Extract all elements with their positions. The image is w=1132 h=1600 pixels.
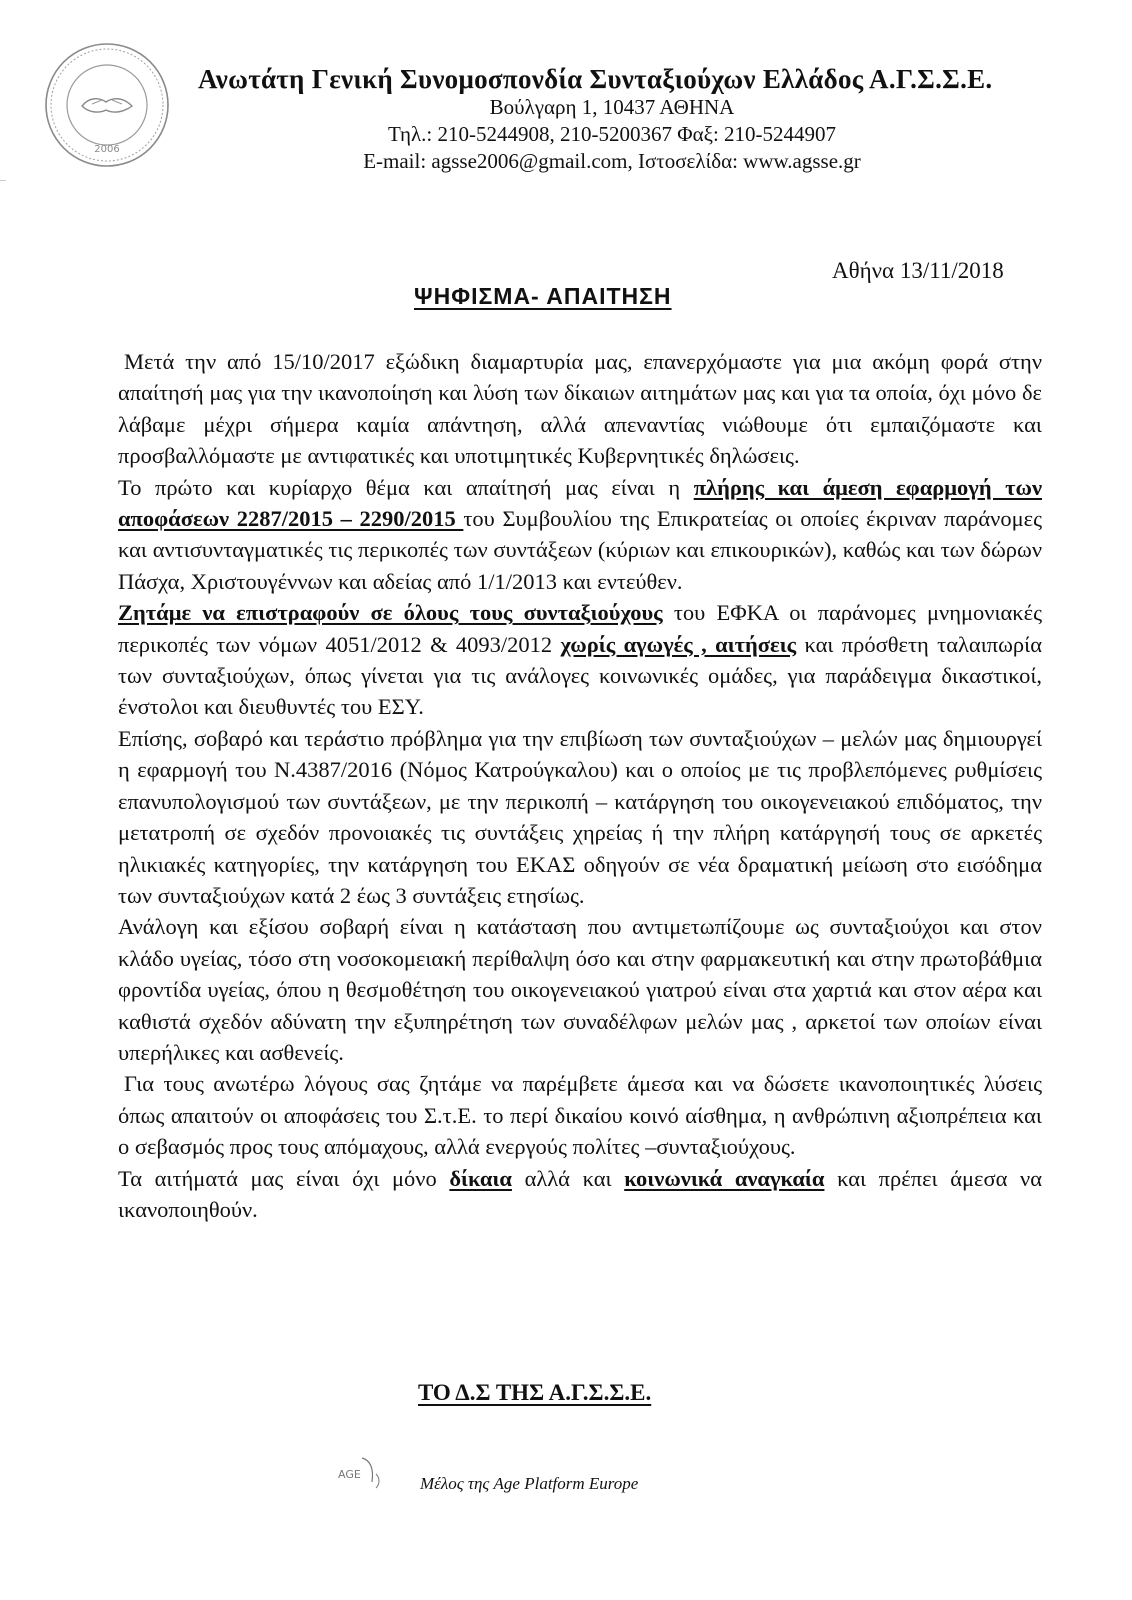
age-platform-logo	[336, 1452, 396, 1492]
svg-text:AGE: AGE	[338, 1468, 361, 1481]
paragraph-6: Για τους ανωτέρω λόγους σας ζητάμε να παρέμβετε άμεσα και να δώσετε ικανοποιητικές λύσεις όπως απαιτούν οι αποφάσεις του Σ.τ.Ε. το περί δικαίου κοινό αίσθημα, η ανθρώπινη αξιοπρέπεια και ο σεβασμός προς τους απόμαχους, αλλά ενεργούς πολίτες –συνταξιούχους.	[118, 1071, 1042, 1160]
paragraph-2	[118, 472, 1042, 598]
document-body	[118, 346, 1042, 1225]
organization-name: Ανωτάτη Γενική Συνομοσπονδία Συνταξιούχων Ελλάδος Α.Γ.Σ.Σ.Ε.	[198, 64, 993, 94]
paragraph-7-emphasis-2: κοινωνικά αναγκαία	[624, 1165, 825, 1191]
paragraph-2-rest: του Συμβουλίου της Επικρατείας οι οποίες έκριναν παράνομες και αντισυνταγματικές τις περικοπές των συντάξεων (κύριων και επικουρικών), καθώς και των δώρων Πάσχα, Χριστουγέννων και αδείας από 1/1/2013 και εντεύθεν.	[118, 506, 1042, 594]
paragraph-7-rest: και πρέπει άμεσα να ικανοποιηθούν.	[118, 1165, 1042, 1222]
paragraph-7-emphasis: δίκαια	[449, 1165, 512, 1191]
paragraph-2-intro: Το πρώτο και κυρίαρχο θέμα και απαίτησή μας είναι η	[118, 474, 694, 500]
membership-note: Μέλος της Age Platform Europe	[420, 1474, 639, 1493]
scan-edge-mark	[0, 180, 6, 181]
svg-text:2006: 2006	[94, 144, 120, 155]
paragraph-3-middle: του ΕΦΚΑ οι παράνομες μνημονιακές περικοπές των νόμων 4051/2012 & 4093/2012	[118, 600, 1042, 657]
paragraph-1: Μετά την από 15/10/2017 εξώδικη διαμαρτυρία μας, επανερχόμαστε για μια ακόμη φορά στην απαίτησή μας για την ικανοποίηση και λύση των δίκαιων αιτημάτων μας και για τα οποία, όχι μόνο δε λάβαμε μέχρι σήμερα καμία απάντηση, αλλά απεναντίας νιώθουμε ότι εμπαιζόμαστε και προσβαλλόμαστε με αντιφατικές και υποτιμητικές Κυβερνητικές δηλώσεις.	[118, 349, 1042, 469]
organization-address: Βούλγαρη 1, 10437 ΑΘΗΝΑ	[489, 95, 735, 119]
paragraph-5: Ανάλογη και εξίσου σοβαρή είναι η κατάσταση που αντιμετωπίζουμε ως συνταξιούχοι και στον κλάδο υγείας, τόσο στη νοσοκομειακή περίθαλψη όσο και στην φαρμακευτική και στην πρωτοβάθμια φροντίδα υγείας, όπου η θεσμοθέτηση του οικογενειακού γιατρού είναι στα χαρτιά και στον αέρα και καθιστά σχεδόν αδύνατη την εξυπηρέτηση των συναδέλφων μελών μας , αρκετοί των οποίων είναι υπερήλικες και ασθενείς.	[118, 914, 1042, 1065]
document-date: Αθήνα 13/11/2018	[832, 258, 1004, 283]
paragraph-2-emphasis: πλήρης και άμεση εφαρμογή των αποφάσεων 2287/2015 – 2290/2015	[118, 474, 1042, 532]
paragraph-3-emphasis-2: χωρίς αγωγές , αιτήσεις	[560, 631, 797, 657]
organization-phones: Τηλ.: 210-5244908, 210-5200367 Φαξ: 210-5244907	[387, 122, 837, 146]
paragraph-3-rest: και πρόσθετη ταλαιπωρία των συνταξιούχων, όπως γίνεται για τις ανάλογες κοινωνικές ομάδες, για παράδειγμα δικαστικοί, ένστολοι και διευθυντές του ΕΣΥ.	[118, 631, 1042, 720]
paragraph-7-middle: αλλά και	[511, 1165, 625, 1191]
paragraph-7-intro: Τα αιτήματά μας είναι όχι μόνο	[118, 1165, 450, 1191]
paragraph-3-emphasis: Ζητάμε να επιστραφούν σε όλους τους συνταξιούχους	[118, 600, 663, 626]
letterhead	[192, 64, 1032, 175]
organization-seal-logo	[42, 40, 172, 170]
paragraph-3	[118, 597, 1042, 723]
document-title: ΨΗΦΙΣΜΑ- ΑΠΑΙΤΗΣΗ	[414, 283, 672, 309]
signature-line: ΤΟ Δ.Σ ΤΗΣ Α.Γ.Σ.Σ.Ε.	[418, 1380, 652, 1405]
paragraph-4: Επίσης, σοβαρό και τεράστιο πρόβλημα για την επιβίωση των συνταξιούχων – μελών μας δημιουργεί η εφαρμογή του Ν.4387/2016 (Νόμος Κατρούγκαλου) και ο οποίος με τις προβλεπόμενες ρυθμίσεις επανυπολογισμού των συντάξεων, με την περικοπή – κατάργηση του οικογενειακού επιδόματος, την μετατροπή σε σχεδόν προνοιακές τις συντάξεις χηρείας ή την πλήρη κατάργησή τους σε αρκετές ηλικιακές κατηγορίες, την κατάργηση του ΕΚΑΣ οδηγούν σε νέα δραματική μείωση στο εισόδημα των συνταξιούχων κατά 2 έως 3 συντάξεις ετησίως.	[118, 725, 1042, 908]
organization-contact: E-mail: agsse2006@gmail.com, Ιστοσελίδα: www.agsse.gr	[363, 149, 861, 173]
paragraph-7	[118, 1163, 1042, 1226]
